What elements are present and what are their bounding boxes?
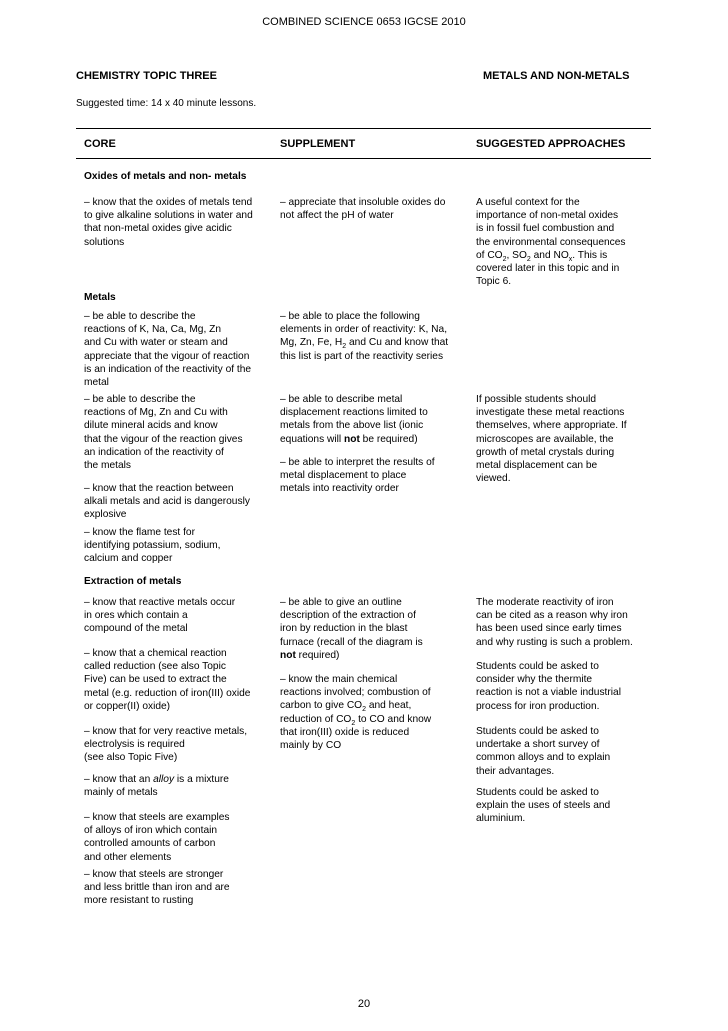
extraction-core-reduction: – know that a chemical reaction called reduction (see also Topic Five) can be used to extract the metal (e.g. reduction of iron(III) oxide or copper(II) oxide) xyxy=(84,648,251,712)
metals-supplement-displacement: – be able to describe metal displacement reactions limited to metals from the above list (ionic equations will not be required) xyxy=(280,394,428,445)
extraction-approach-steels-uses: Students could be asked to explain the uses of steels and aluminium. xyxy=(476,787,611,825)
extraction-supplement-reactions: – know the main chemical reactions involved; combustion of carbon to give $CO_2$ and heat, reduction of $CO_2$ to CO and know that iron(III) oxide is reduced mainly by CO xyxy=(280,674,432,752)
metals-supplement-reactivity-order: – be able to place the following elements in order of reactivity: K, Na, Mg, Zn, Fe, $H_2$ and Cu and know that this list is part of the reactivity series xyxy=(280,311,449,362)
section-heading-metals: Metals xyxy=(84,292,116,303)
section-heading-extraction: Extraction of metals xyxy=(84,576,182,587)
extraction-approach-thermite: Students could be asked to consider why the thermite reaction is not a viable industrial process for iron production. xyxy=(476,661,621,712)
document-header: COMBINED SCIENCE 0653 IGCSE 2010 xyxy=(262,16,466,28)
metals-core-flame-test: – know the flame test for identifying potassium, sodium, calcium and copper xyxy=(84,527,221,565)
metals-core-reactions-water: – be able to describe the reactions of K, Na, Ca, Mg, Zn and Cu with water or steam and appreciate that the vigour of reaction is an indication of the reactivity of the metal xyxy=(84,311,252,389)
metals-approach-investigate: If possible students should investigate these metal reactions themselves, where appropriate. If microscopes are available, the growth of metal crystals during metal displacement can be viewed. xyxy=(476,394,627,485)
extraction-approach-alloys-survey: Students could be asked to undertake a short survey of common alloys and to explain their advantages. xyxy=(476,726,611,777)
metals-core-alkali-explosive: – know that the reaction between alkali metals and acid is dangerously explosive xyxy=(84,483,250,521)
extraction-approach-iron-reactivity: The moderate reactivity of iron can be cited as a reason why iron has been used since early times and why rusting is such a problem. xyxy=(476,597,633,648)
oxides-core: – know that the oxides of metals tend to give alkaline solutions in water and that non-metal oxides give acidic solutions xyxy=(84,197,253,248)
oxides-approach: A useful context for the importance of non-metal oxides is in fossil fuel combustion and the environmental consequences of $CO_2$, $SO_2$ and $NO_x$. This is covered later in this topic and in Topic 6. xyxy=(476,197,626,288)
page-number: 20 xyxy=(357,998,371,1010)
extraction-supplement-blast-furnace: – be able to give an outline description of the extraction of iron by reduction in the blast furnace (recall of the diagram is not required) xyxy=(280,597,423,661)
oxides-supplement: – appreciate that insoluble oxides do not affect the pH of water xyxy=(280,197,446,222)
extraction-core-steels-alloys: – know that steels are examples of alloys of iron which contain controlled amounts of carbon and other elements xyxy=(84,812,230,863)
section-heading-oxides: Oxides of metals and non- metals xyxy=(84,171,247,182)
header-bottom-rule xyxy=(76,158,651,159)
metals-supplement-interpret: – be able to interpret the results of metal displacement to place metals into reactivity order xyxy=(280,457,435,495)
column-header-approaches: SUGGESTED APPROACHES xyxy=(476,138,626,150)
extraction-core-ores: – know that reactive metals occur in ores which contain a compound of the metal xyxy=(84,597,236,635)
metals-core-reactions-acid: – be able to describe the reactions of Mg, Zn and Cu with dilute mineral acids and know that the vigour of the reaction gives an indication of the reactivity of the metals xyxy=(84,394,243,472)
suggested-time: Suggested time: 14 x 40 minute lessons. xyxy=(76,98,257,109)
column-header-core: CORE xyxy=(84,138,116,150)
extraction-core-alloy: – know that an alloy is a mixture mainly of metals xyxy=(84,774,229,799)
topic-subject: METALS AND NON-METALS xyxy=(483,70,630,82)
column-header-supplement: SUPPLEMENT xyxy=(280,138,356,150)
extraction-core-steels-stronger: – know that steels are stronger and less brittle than iron and are more resistant to rusting xyxy=(84,869,230,907)
topic-title: CHEMISTRY TOPIC THREE xyxy=(76,70,217,82)
extraction-core-electrolysis: – know that for very reactive metals, electrolysis is required (see also Topic Five) xyxy=(84,726,248,764)
table-top-rule xyxy=(76,128,651,129)
